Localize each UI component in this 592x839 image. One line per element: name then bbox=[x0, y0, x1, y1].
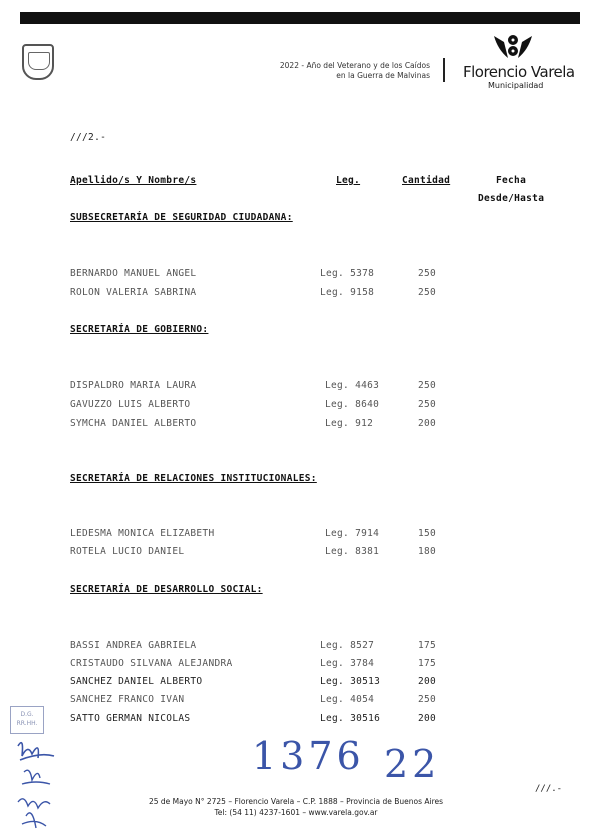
col-header-leg: Leg. bbox=[336, 175, 361, 186]
employee-leg: Leg. 30516 bbox=[320, 713, 381, 724]
section-title: SECRETARÍA DE DESARROLLO SOCIAL: bbox=[70, 584, 263, 595]
employee-cantidad: 250 bbox=[418, 268, 437, 279]
employee-name: LEDESMA MONICA ELIZABETH bbox=[70, 528, 215, 539]
employee-name: DISPALDRO MARIA LAURA bbox=[70, 380, 197, 391]
employee-leg: Leg. 4463 bbox=[325, 380, 380, 391]
employee-name: SATTO GERMAN NICOLAS bbox=[70, 713, 191, 724]
employee-name: BERNARDO MANUEL ANGEL bbox=[70, 268, 197, 279]
employee-cantidad: 250 bbox=[418, 399, 437, 410]
received-stamp: D.G. RR.HH. bbox=[10, 706, 44, 734]
employee-name: BASSI ANDREA GABRIELA bbox=[70, 640, 197, 651]
stamp-number: 1376 bbox=[252, 734, 365, 778]
brand-name: Florencio Varela bbox=[463, 63, 575, 81]
employee-name: CRISTAUDO SILVANA ALEJANDRA bbox=[70, 658, 233, 669]
employee-cantidad: 175 bbox=[418, 658, 437, 669]
employee-cantidad: 200 bbox=[418, 713, 437, 724]
employee-cantidad: 200 bbox=[418, 418, 437, 429]
employee-cantidad: 200 bbox=[418, 676, 437, 687]
employee-leg: Leg. 4054 bbox=[320, 694, 375, 705]
employee-cantidad: 250 bbox=[418, 287, 437, 298]
footer-address: 25 de Mayo N° 2725 – Florencio Varela – C.P. 1888 – Provincia de Buenos Aires bbox=[148, 797, 444, 806]
col-header-name: Apellido/s Y Nombre/s bbox=[70, 175, 197, 186]
motto-line-2: en la Guerra de Malvinas bbox=[336, 71, 430, 80]
coat-of-arms-icon bbox=[22, 44, 54, 80]
employee-name: ROLON VALERIA SABRINA bbox=[70, 287, 197, 298]
employee-cantidad: 250 bbox=[418, 380, 437, 391]
motto-line-1: 2022 - Año del Veterano y de los Caídos bbox=[279, 61, 430, 70]
col-header-desde-hasta: Desde/Hasta bbox=[478, 193, 545, 204]
employee-cantidad: 250 bbox=[418, 694, 437, 705]
employee-leg: Leg. 912 bbox=[325, 418, 374, 429]
page-marker: ///2.- bbox=[70, 132, 107, 143]
employee-leg: Leg. 7914 bbox=[325, 528, 380, 539]
stamp-year: 22 bbox=[384, 742, 441, 786]
col-header-fecha: Fecha bbox=[496, 175, 527, 186]
employee-leg: Leg. 5378 bbox=[320, 268, 375, 279]
employee-name: SANCHEZ FRANCO IVAN bbox=[70, 694, 185, 705]
brand-subtitle: Municipalidad bbox=[488, 81, 544, 90]
employee-name: SYMCHA DANIEL ALBERTO bbox=[70, 418, 197, 429]
employee-name: SANCHEZ DANIEL ALBERTO bbox=[70, 676, 203, 687]
municipality-logo-icon bbox=[490, 32, 536, 60]
employee-cantidad: 180 bbox=[418, 546, 437, 557]
employee-leg: Leg. 9158 bbox=[320, 287, 375, 298]
section-title: SUBSECRETARÍA DE SEGURIDAD CIUDADANA: bbox=[70, 212, 293, 223]
employee-leg: Leg. 30513 bbox=[320, 676, 381, 687]
header-separator bbox=[443, 58, 445, 82]
employee-leg: Leg. 3784 bbox=[320, 658, 375, 669]
employee-leg: Leg. 8640 bbox=[325, 399, 380, 410]
employee-cantidad: 150 bbox=[418, 528, 437, 539]
section-title: SECRETARÍA DE GOBIERNO: bbox=[70, 324, 209, 335]
employee-leg: Leg. 8527 bbox=[320, 640, 375, 651]
handwritten-signature-icon bbox=[10, 736, 60, 836]
employee-cantidad: 175 bbox=[418, 640, 437, 651]
employee-leg: Leg. 8381 bbox=[325, 546, 380, 557]
top-bar bbox=[20, 12, 580, 24]
employee-name: ROTELA LUCIO DANIEL bbox=[70, 546, 185, 557]
section-title: SECRETARÍA DE RELACIONES INSTITUCIONALES: bbox=[70, 473, 317, 484]
continuation-marker: ///.- bbox=[535, 784, 563, 794]
footer-contact: Tel: (54 11) 4237-1601 – www.varela.gov.ar bbox=[214, 808, 378, 817]
header-motto bbox=[246, 61, 430, 81]
employee-name: GAVUZZO LUIS ALBERTO bbox=[70, 399, 191, 410]
col-header-cantidad: Cantidad bbox=[402, 175, 451, 186]
